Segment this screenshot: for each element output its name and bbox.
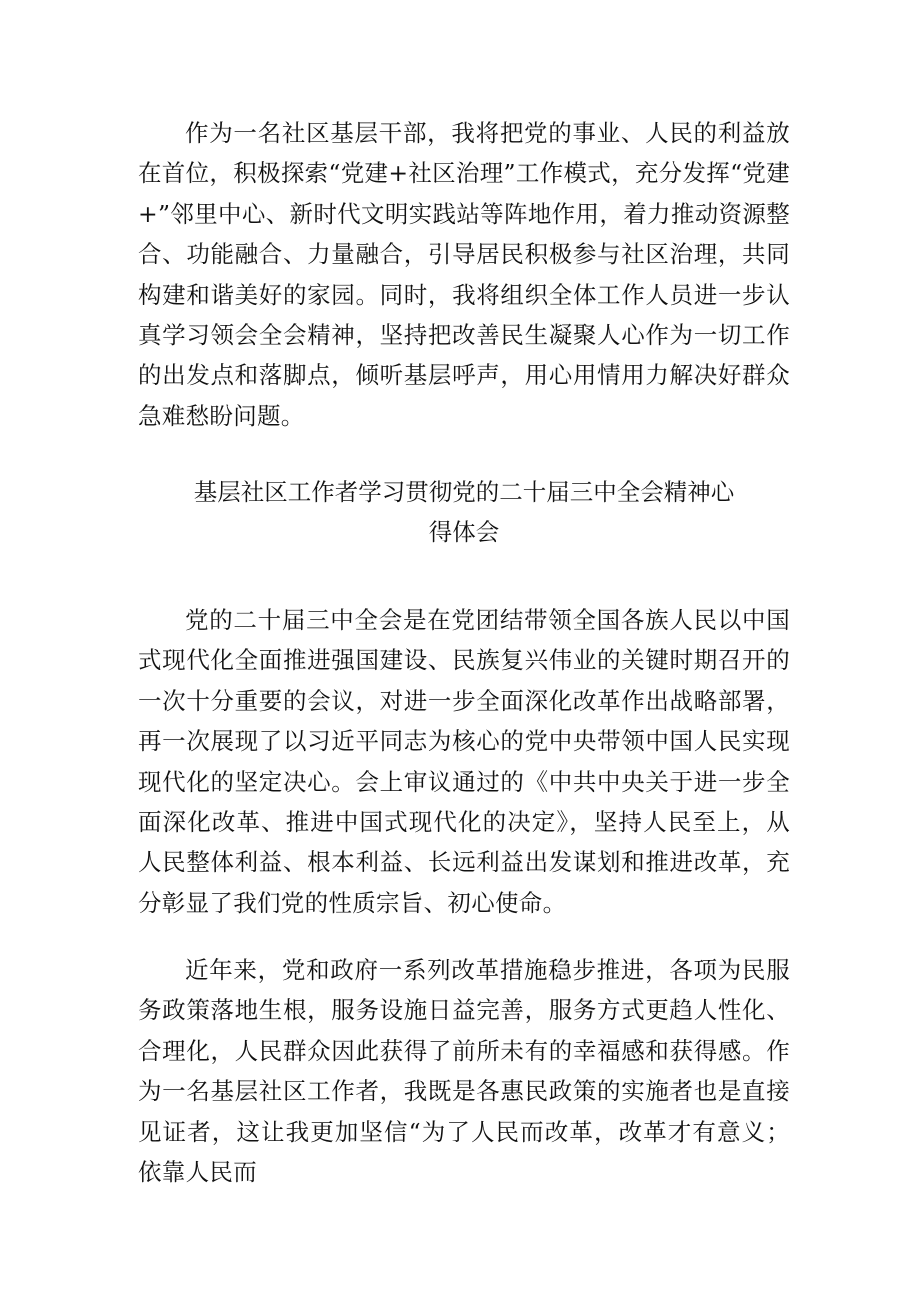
paragraph-1: 作为一名社区基层干部，我将把党的事业、人民的利益放在首位，积极探索“党建+社区治理”工作模式，充分发挥“党建+”邻里中心、新时代文明实践站等阵地作用，着力推动资源整合、功能融合、力量融合，引导居民积极参与社区治理，共同构建和谐美好的家园。同时，我将组织全体工作人员进一步认真学习领会全会精神，坚持把改善民生凝聚人心作为一切工作的出发点和落脚点，倾听基层呼声，用心用情用力解决好群众急难愁盼问题。	[138, 119, 790, 430]
article-title-line-2: 得体会	[428, 518, 500, 547]
article-title-line-1: 基层社区工作者学习贯彻党的二十届三中全会精神心	[193, 478, 735, 506]
paragraph-2: 党的二十届三中全会是在党团结带领全国各族人民以中国式现代化全面推进强国建设、民族复兴伟业的关键时期召开的一次十分重要的会议，对进一步全面深化改革作出战略部署，再一次展现了以习近平同志为核心的党中央带领中国人民实现现代化的坚定决心。会上审议通过的《中共中央关于进一步全面深化改革、推进中国式现代化的决定》，坚持人民至上，从人民整体利益、根本利益、长远利益出发谋划和推进改革，充分彰显了我们党的性质宗旨、初心使命。	[138, 606, 790, 917]
paragraph-3: 近年来，党和政府一系列改革措施稳步推进，各项为民服务政策落地生根，服务设施日益完善，服务方式更趋人性化、合理化，人民群众因此获得了前所未有的幸福感和获得感。作为一名基层社区工作者，我既是各惠民政策的实施者也是直接见证者，这让我更加坚信“为了人民而改革，改革才有意义；依靠人民而	[138, 956, 790, 1187]
article-title	[138, 472, 790, 553]
